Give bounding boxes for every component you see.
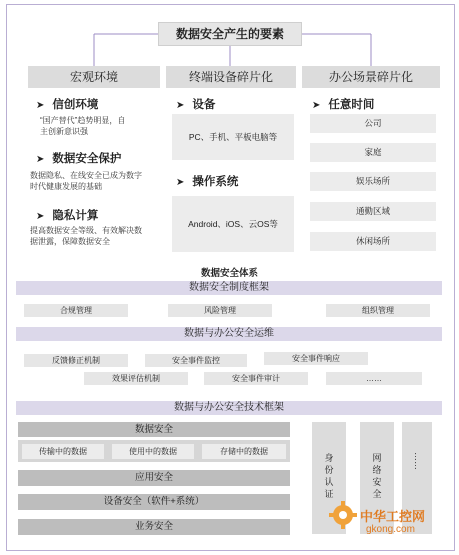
policy-item: 合规管理: [24, 304, 128, 317]
policy-item: 风险管理: [168, 304, 272, 317]
gear-logo-icon: [328, 500, 358, 530]
arrow-icon: ➤: [36, 100, 45, 111]
place-item: 家庭: [310, 143, 436, 162]
app-security-bar: 应用安全: [18, 470, 290, 486]
place-item: 娱乐场所: [310, 172, 436, 191]
device-box: PC、手机、平板电脑等: [172, 114, 294, 160]
arrow-icon: ➤: [312, 100, 321, 111]
arrow-icon: ➤: [36, 154, 45, 165]
diagram-title: 数据安全产生的要素: [158, 22, 302, 46]
network-security-label: 网络安全: [370, 452, 384, 500]
desc-xinchuang: “国产替代”趋势明显，自 主创新意识强: [40, 116, 126, 136]
column-head-macro: 宏观环境: [28, 66, 160, 88]
arrow-icon: ➤: [176, 100, 185, 111]
section-anytime: ➤ 任意时间: [312, 99, 375, 111]
data-item: 使用中的数据: [112, 444, 194, 459]
section-device: ➤ 设备: [176, 99, 216, 111]
ops-item: 安全事件响应: [264, 352, 368, 365]
column-head-office: 办公场景碎片化: [302, 66, 440, 88]
data-item: 存储中的数据: [202, 444, 286, 459]
band-tech-framework: 数据与办公安全技术框架: [16, 401, 442, 415]
identity-auth-label: 身份认证: [322, 452, 336, 500]
section-xinchuang: ➤ 信创环境: [36, 99, 99, 111]
data-item: 传输中的数据: [22, 444, 104, 459]
arrow-icon: ➤: [36, 211, 45, 222]
data-security-bar: 数据安全: [18, 422, 290, 437]
ops-item: 安全事件审计: [204, 372, 308, 385]
arrow-icon: ➤: [176, 177, 185, 188]
place-item: 公司: [310, 114, 436, 133]
device-security-bar: 设备安全（软件+系统）: [18, 494, 290, 510]
system-title: 数据安全体系: [200, 268, 258, 279]
business-security-bar: 业务安全: [18, 519, 290, 535]
section-privacy-computing: ➤ 隐私计算: [36, 210, 99, 222]
watermark-name: 中华工控网: [360, 509, 426, 524]
band-policy-framework: 数据安全制度框架: [16, 281, 442, 295]
section-os: ➤ 操作系统: [176, 176, 239, 188]
column-head-devices: 终端设备碎片化: [166, 66, 296, 88]
band-operations: 数据与办公安全运维: [16, 327, 442, 341]
ops-item: 效果评估机制: [84, 372, 188, 385]
more-label: ……: [410, 452, 424, 470]
ops-item: 安全事件监控: [145, 354, 247, 367]
desc-data-protection: 数据隐私、在线安全已成为数字 时代健康发展的基础: [30, 171, 142, 191]
desc-privacy-computing: 提高数据安全等级、有效解决数 据泄露，保障数据安全: [30, 226, 142, 246]
place-item: 休闲场所: [310, 232, 436, 251]
section-data-protection: ➤ 数据安全保护: [36, 153, 122, 165]
policy-item: 组织管理: [326, 304, 430, 317]
ops-item: 反馈修正机制: [24, 354, 128, 367]
os-box: Android、iOS、云OS等: [172, 196, 294, 252]
ops-item: ……: [326, 372, 422, 385]
place-item: 通勤区域: [310, 202, 436, 221]
watermark-url: gkong.com: [366, 524, 415, 535]
